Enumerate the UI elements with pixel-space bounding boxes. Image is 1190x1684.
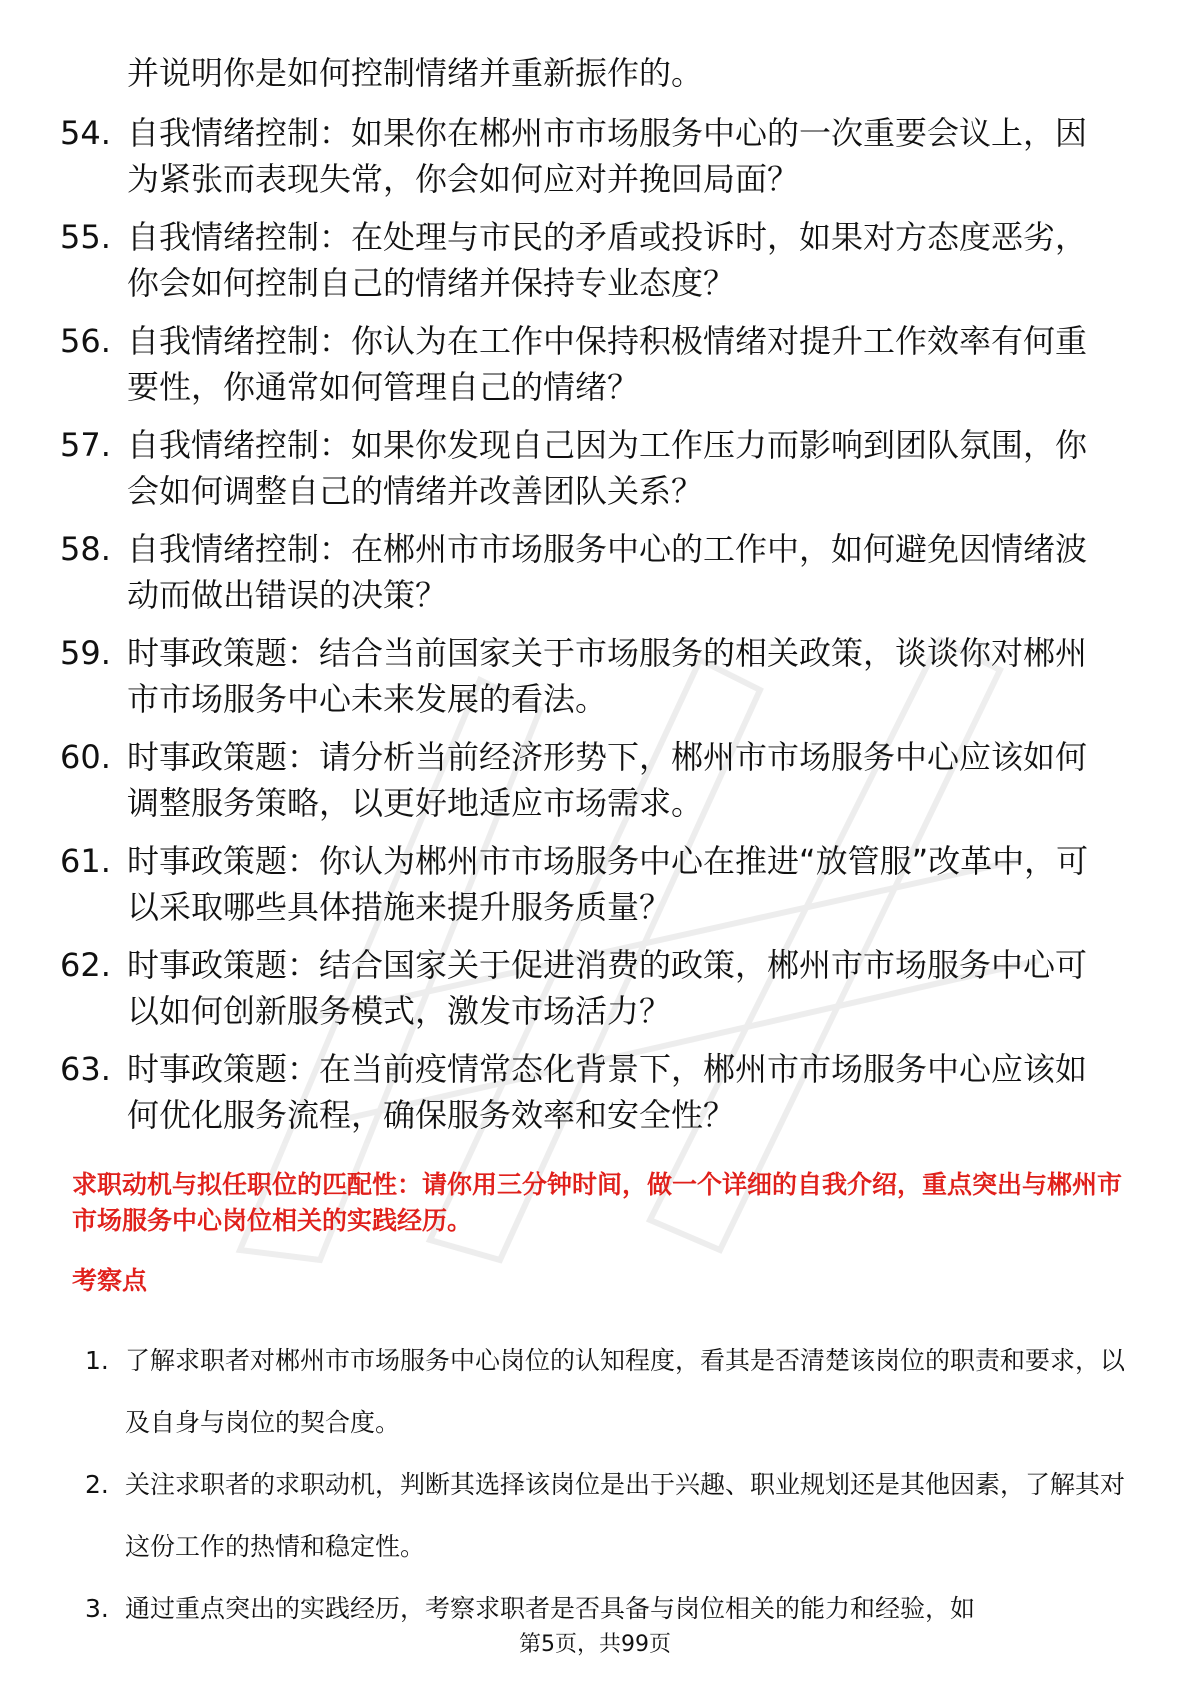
list-item	[60, 1046, 1120, 1138]
item-text: 自我情绪控制：在处理与市民的矛盾或投诉时，如果对方态度恶劣，你会如何控制自己的情绪并保持专业态度？	[127, 218, 1088, 302]
item-text: 时事政策题：你认为郴州市市场服务中心在推进“放管服”改革中，可以采取哪些具体措施来提升服务质量？	[127, 842, 1089, 926]
item-number: 3.	[85, 1594, 109, 1623]
item-text: 时事政策题：结合当前国家关于市场服务的相关政策，谈谈你对郴州市市场服务中心未来发展的看法。	[127, 634, 1088, 718]
list-item	[60, 838, 1120, 930]
item-text: 通过重点突出的实践经历，考察求职者是否具备与岗位相关的能力和经验，如	[125, 1594, 976, 1623]
item-text: 时事政策题：结合国家关于促进消费的政策，郴州市市场服务中心可以如何创新服务模式，激发市场活力？	[127, 946, 1088, 1030]
item-text: 自我情绪控制：如果你在郴州市市场服务中心的一次重要会议上，因为紧张而表现失常，你会如何应对并挽回局面？	[127, 114, 1088, 198]
list-item	[60, 942, 1120, 1034]
item-number: 61.	[60, 842, 111, 880]
item-text: 自我情绪控制：你认为在工作中保持积极情绪对提升工作效率有何重要性，你通常如何管理自己的情绪？	[127, 322, 1088, 406]
item-number: 62.	[60, 946, 111, 984]
item-text: 了解求职者对郴州市市场服务中心岗位的认知程度，看其是否清楚该岗位的职责和要求，以及自身与岗位的契合度。	[125, 1346, 1126, 1437]
item-number: 54.	[60, 114, 111, 152]
list-item	[60, 734, 1120, 826]
list-item	[60, 318, 1120, 410]
section-heading: 求职动机与拟任职位的匹配性：请你用三分钟时间，做一个详细的自我介绍，重点突出与郴州市市场服务中心岗位相关的实践经历。	[72, 1170, 1123, 1235]
list-item	[85, 1330, 1125, 1454]
list-item	[85, 1454, 1125, 1578]
item-number: 59.	[60, 634, 111, 672]
item-text: 关注求职者的求职动机，判断其选择该岗位是出于兴趣、职业规划还是其他因素，了解其对这份工作的热情和稳定性。	[125, 1470, 1126, 1561]
list-item	[60, 422, 1120, 514]
question-list	[60, 110, 1120, 1150]
list-item	[60, 630, 1120, 722]
subheading: 考察点	[72, 1266, 148, 1295]
page-footer: 第5页，共99页	[519, 1632, 671, 1657]
item-number: 57.	[60, 426, 111, 464]
continuation-text: 并说明你是如何控制情绪并重新振作的。	[127, 54, 704, 92]
item-number: 63.	[60, 1050, 111, 1088]
item-number: 1.	[85, 1346, 109, 1375]
item-number: 56.	[60, 322, 111, 360]
item-text: 时事政策题：请分析当前经济形势下，郴州市市场服务中心应该如何调整服务策略，以更好地适应市场需求。	[127, 738, 1088, 822]
list-item	[60, 110, 1120, 202]
item-number: 2.	[85, 1470, 109, 1499]
list-item	[60, 214, 1120, 306]
item-text: 自我情绪控制：在郴州市市场服务中心的工作中，如何避免因情绪波动而做出错误的决策？	[127, 530, 1088, 614]
item-text: 自我情绪控制：如果你发现自己因为工作压力而影响到团队氛围，你会如何调整自己的情绪并改善团队关系？	[127, 426, 1088, 510]
points-list	[85, 1330, 1125, 1640]
item-number: 58.	[60, 530, 111, 568]
list-item	[60, 526, 1120, 618]
item-number: 55.	[60, 218, 111, 256]
item-text: 时事政策题：在当前疫情常态化背景下，郴州市市场服务中心应该如何优化服务流程，确保服务效率和安全性？	[127, 1050, 1088, 1134]
item-number: 60.	[60, 738, 111, 776]
